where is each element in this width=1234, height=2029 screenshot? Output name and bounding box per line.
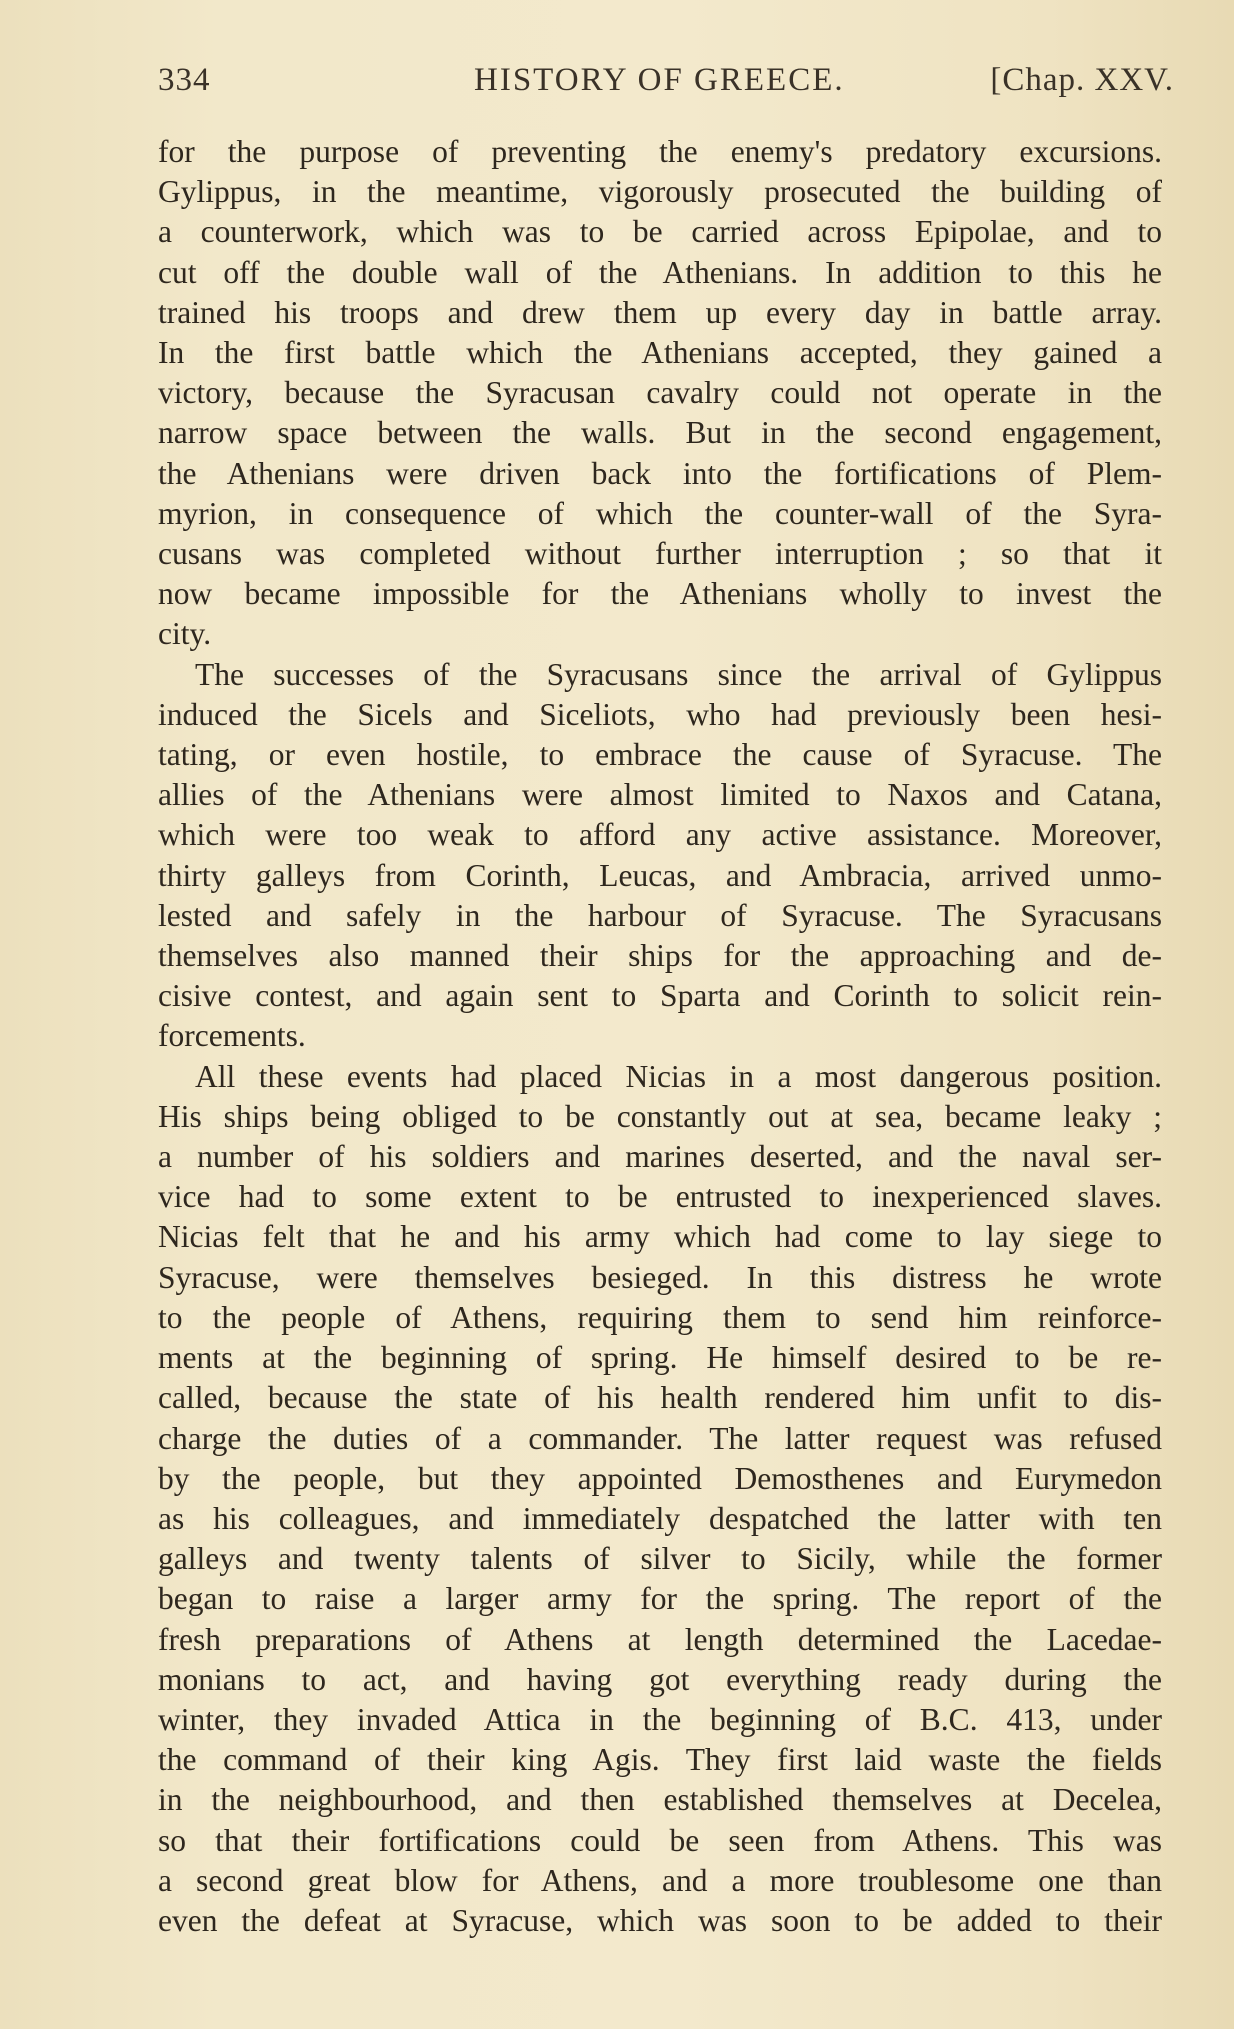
text-line: cut off the double wall of the Athenians. In addition to this he <box>158 254 1162 290</box>
text-line: city. <box>158 616 212 652</box>
body-text <box>158 132 1162 1941</box>
text-line: All these events had placed Nicias in a most dangerous position. <box>195 1058 1162 1094</box>
text-line: The successes of the Syracusans since the arrival of Gylippus <box>195 656 1162 692</box>
text-line: induced the Sicels and Siceliots, who had previously been hesi- <box>158 696 1162 732</box>
text-line: the command of their king Agis. They first laid waste the fields <box>158 1742 1162 1778</box>
text-line: Nicias felt that he and his army which had come to lay siege to <box>158 1219 1162 1255</box>
text-line: Gylippus, in the meantime, vigorously prosecuted the building of <box>158 174 1162 210</box>
text-line: lested and safely in the harbour of Syracuse. The Syracusans <box>158 897 1162 933</box>
text-line: forcements. <box>158 1018 306 1054</box>
running-title: HISTORY OF GREECE. <box>474 62 845 98</box>
text-line: fresh preparations of Athens at length determined the Lacedae- <box>158 1621 1162 1657</box>
text-line: Syracuse, were themselves besieged. In this distress he wrote <box>158 1259 1162 1295</box>
text-line: in the neighbourhood, and then established themselves at Decelea, <box>158 1782 1162 1818</box>
text-line: narrow space between the walls. But in the second engagement, <box>158 415 1162 451</box>
text-line: In the first battle which the Athenians accepted, they gained a <box>158 335 1162 371</box>
text-line: which were too weak to afford any active assistance. Moreover, <box>158 817 1162 853</box>
text-line: now became impossible for the Athenians wholly to invest the <box>158 576 1162 612</box>
text-line: to the people of Athens, requiring them to send him reinforce- <box>158 1299 1162 1335</box>
text-line: galleys and twenty talents of silver to Sicily, while the former <box>158 1541 1162 1577</box>
chapter-reference: [Chap. XXV. <box>990 62 1174 98</box>
text-line: for the purpose of preventing the enemy's predatory excursions. <box>158 134 1162 169</box>
text-line: victory, because the Syracusan cavalry could not operate in the <box>158 375 1162 411</box>
text-line: so that their fortifications could be seen from Athens. This was <box>158 1822 1162 1858</box>
text-line: winter, they invaded Attica in the beginning of B.C. 413, under <box>158 1701 1162 1737</box>
text-line: trained his troops and drew them up every day in battle array. <box>158 294 1162 330</box>
text-line: even the defeat at Syracuse, which was soon to be added to their <box>158 1902 1162 1938</box>
text-line: His ships being obliged to be constantly out at sea, became leaky ; <box>158 1098 1162 1134</box>
page-header <box>158 62 1174 102</box>
text-line: thirty galleys from Corinth, Leucas, and Ambracia, arrived unmo- <box>158 857 1162 893</box>
text-line: by the people, but they appointed Demosthenes and Eurymedon <box>158 1460 1162 1496</box>
text-line: ments at the beginning of spring. He himself desired to be re- <box>158 1340 1162 1376</box>
text-line: monians to act, and having got everything ready during the <box>158 1661 1162 1697</box>
text-line: cisive contest, and again sent to Sparta and Corinth to solicit rein- <box>158 978 1162 1014</box>
text-line: themselves also manned their ships for the approaching and de- <box>158 938 1162 974</box>
text-line: a counterwork, which was to be carried across Epipolae, and to <box>158 214 1162 250</box>
text-line: began to raise a larger army for the spring. The report of the <box>158 1581 1162 1617</box>
text-line: charge the duties of a commander. The latter request was refused <box>158 1420 1162 1456</box>
text-line: cusans was completed without further interruption ; so that it <box>158 536 1162 572</box>
text-line: the Athenians were driven back into the fortifications of Plem- <box>158 455 1162 491</box>
text-line: allies of the Athenians were almost limited to Naxos and Catana, <box>158 777 1162 813</box>
text-line: called, because the state of his health rendered him unfit to dis- <box>158 1380 1162 1416</box>
text-line: myrion, in consequence of which the counter-wall of the Syra- <box>158 495 1162 531</box>
text-line: a number of his soldiers and marines deserted, and the naval ser- <box>158 1139 1162 1175</box>
text-line: tating, or even hostile, to embrace the cause of Syracuse. The <box>158 737 1162 773</box>
text-line: a second great blow for Athens, and a more troublesome one than <box>158 1862 1162 1898</box>
page-number: 334 <box>158 62 211 98</box>
text-line: vice had to some extent to be entrusted to inexperienced slaves. <box>158 1179 1162 1215</box>
text-line: as his colleagues, and immediately despatched the latter with ten <box>158 1500 1162 1536</box>
